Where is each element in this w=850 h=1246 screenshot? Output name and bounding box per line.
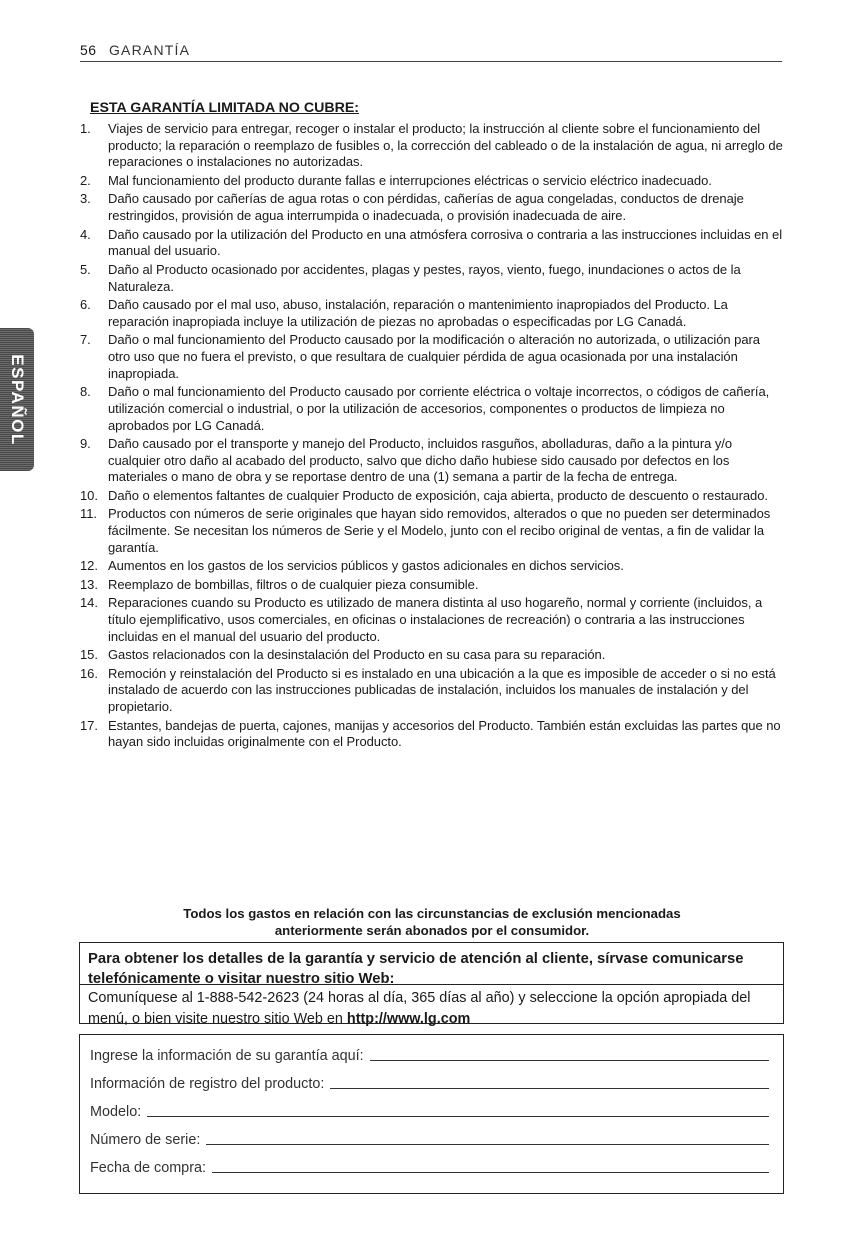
section-title: GARANTÍA [108, 42, 191, 58]
list-item: 7. Daño o mal funcionamiento del Producto causado por la modificación o alteración no autorizada, o utilización para otro uso que no fuera el previsto, o que resultara de cualquier pérdida de agua ocasionada por una instalación inapropiada. [80, 332, 760, 381]
list-item: 14. Reparaciones cuando su Producto es utilizado de manera distinta al uso hogareño, normal y corriente (incluidos, a título ejemplificativo, usos comerciales, en oficinas o instalaciones de recreación) o contraria a las instrucciones incluidas en el manual del usuario del producto. [80, 595, 763, 644]
list-item: 5. Daño al Producto ocasionado por accidentes, plagas y pestes, rayos, viento, fuego, inundaciones o actos de la Naturaleza. [80, 261, 741, 294]
list-item: 16. Remoción y reinstalación del Producto si es instalado en una ubicación a la que es imposible de acceder o si no está instalado de acuerdo con las instrucciones publicadas de instalación, incluidos los manuales de instalación y del propietario. [80, 665, 776, 715]
note-line-2: anteriormente serán abonados por el consumidor. [274, 923, 590, 938]
consumer-cost-note [80, 905, 784, 939]
registration-label: Información de registro del producto: [90, 1076, 325, 1092]
serial-number-field[interactable] [206, 1131, 769, 1145]
list-item: 3. Daño causado por cañerías de agua rotas o con pérdidas, cañerías de agua congeladas, conductos de drenaje restringidos, provisión de agua interrumpida o inadecuada, o provisión inadecuada de aire. [80, 191, 744, 224]
registration-row [90, 1070, 769, 1092]
registration-field[interactable] [330, 1075, 769, 1089]
list-item: 2. Mal funcionamiento del producto durante fallas e interrupciones eléctricas o servicio eléctrico inadecuado. [80, 172, 712, 188]
contact-text: Comuníquese al 1-888-542-2623 (24 horas al día, 365 días al año) y seleccione la opción apropiada del menú, o bien visite nuestro sitio Web en [88, 990, 751, 1027]
model-field[interactable] [147, 1103, 769, 1117]
warranty-info-label: Ingrese la información de su garantía aquí: [90, 1048, 364, 1064]
contact-title: Para obtener los detalles de la garantía y servicio de atención al cliente, sírvase comunicarse telefónicamente o visitar nuestro sitio Web: [80, 943, 783, 985]
warranty-info-row [90, 1042, 769, 1064]
purchase-date-row [90, 1154, 769, 1176]
language-tab-label: ESPAÑOL [8, 353, 27, 446]
warranty-info-field[interactable] [370, 1047, 769, 1061]
contact-body [80, 985, 783, 1033]
exclusions-list [80, 121, 784, 753]
list-item: 13. Reemplazo de bombillas, filtros o de cualquier pieza consumible. [80, 576, 479, 592]
section-heading: ESTA GARANTÍA LIMITADA NO CUBRE: [90, 100, 360, 116]
list-item: 1. Viajes de servicio para entregar, recoger o instalar el producto; la instrucción al cliente sobre el funcionamiento del producto; la reparación o reemplazo de fusibles o, la corrección del cableado o de la instalación de agua, ni arreglo de reparaciones o instalaciones no autorizadas. [80, 121, 783, 170]
list-item: 10. Daño o elementos faltantes de cualquier Producto de exposición, caja abierta, producto de descuento o restaurado. [80, 487, 768, 503]
language-side-tab [0, 328, 34, 471]
serial-number-label: Número de serie: [90, 1132, 201, 1148]
page-number: 56 [80, 42, 97, 58]
list-item: 8. Daño o mal funcionamiento del Producto causado por corriente eléctrica o voltaje incorrectos, o códigos de cañería, utilización comercial o industrial, o por la utilización de accesorios, componentes o productos de limpieza no aprobados por LG Canadá. [80, 384, 770, 433]
list-item: 4. Daño causado por la utilización del Producto en una atmósfera corrosiva o contraria a las instrucciones incluidas en el manual del usuario. [80, 226, 783, 259]
purchase-date-label: Fecha de compra: [90, 1160, 206, 1176]
warranty-info-form [79, 1034, 784, 1194]
list-item: 12. Aumentos en los gastos de los servicios públicos y gastos adicionales en dichos servicios. [80, 558, 624, 574]
serial-number-row [90, 1126, 769, 1148]
page-header [80, 42, 782, 62]
list-item: 17. Estantes, bandejas de puerta, cajones, manijas y accesorios del Producto. También están excluidas las partes que no hayan sido incluidas originalmente con el Producto. [80, 717, 781, 750]
website-link[interactable]: http://www.lg.com [346, 1011, 471, 1027]
note-line-1: Todos los gastos en relación con las circunstancias de exclusión mencionadas [183, 906, 681, 921]
list-item: 15. Gastos relacionados con la desinstalación del Producto en su casa para su reparación. [80, 647, 606, 663]
list-item: 6. Daño causado por el mal uso, abuso, instalación, reparación o mantenimiento inapropiados del Producto. La reparación inapropiada incluye la utilización de piezas no aprobadas o especificadas por LG Canadá. [80, 297, 728, 329]
list-item: 9. Daño causado por el transporte y manejo del Producto, incluidos rasguños, abolladuras, daño a la pintura y/o cualquier otro daño al acabado del producto, salvo que dicho daño hubiese sido causado por defectos en los materiales o mano de obra y se reportase dentro de una (1) semana a partir de la fecha de entrega. [80, 436, 733, 485]
model-label: Modelo: [90, 1104, 142, 1120]
model-row [90, 1098, 769, 1120]
contact-box [79, 942, 784, 1027]
list-item: 11. Productos con números de serie originales que hayan sido removidos, alterados o que no pueden ser determinados fácilmente. Se necesitan los números de Serie y el Modelo, junto con el recibo original de ventas, a fin de validar la garantía. [80, 506, 771, 555]
purchase-date-field[interactable] [212, 1159, 769, 1173]
